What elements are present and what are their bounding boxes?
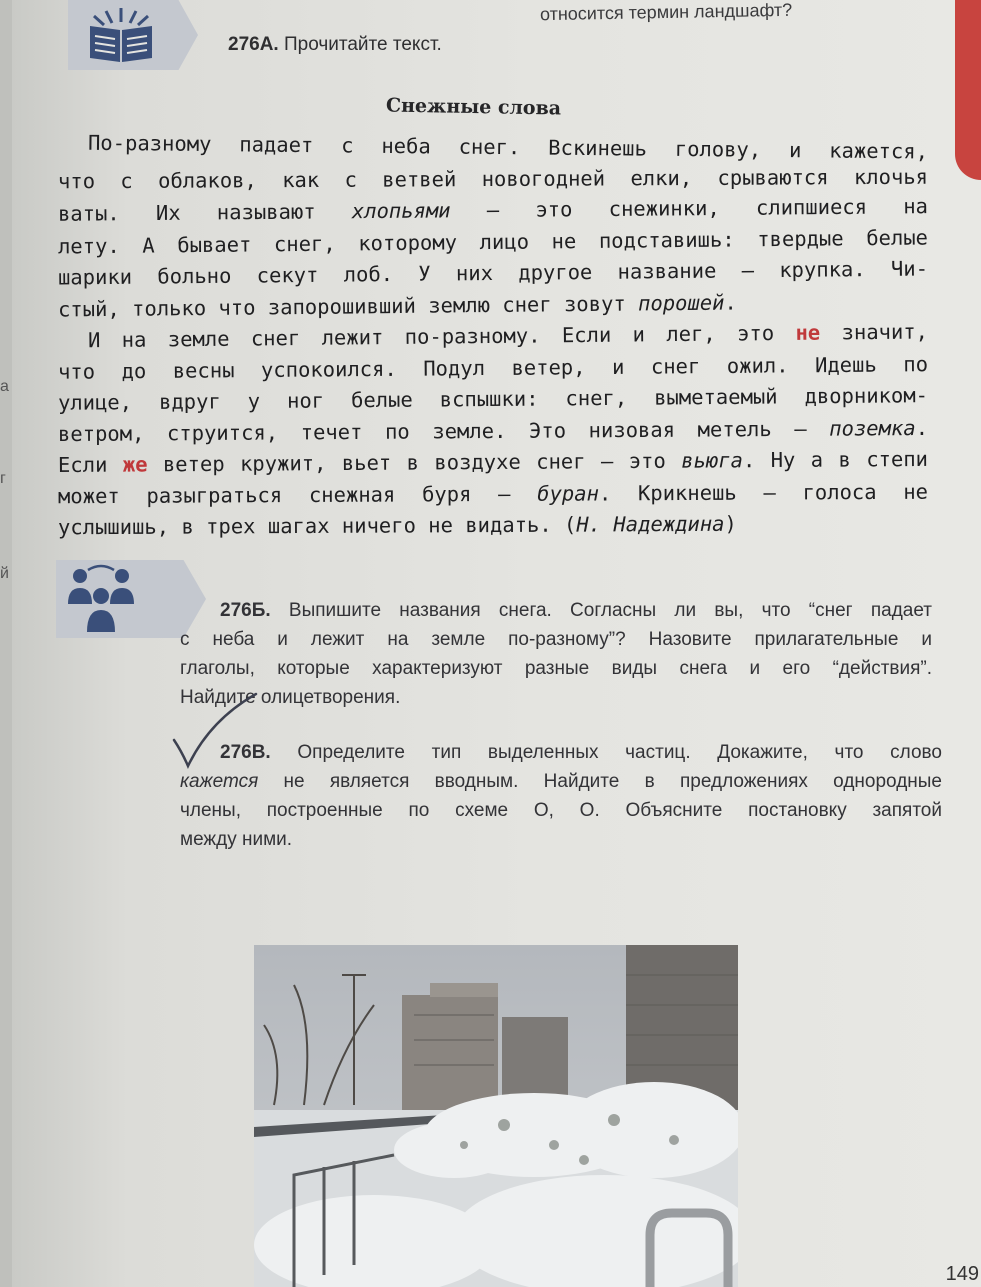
group-people-icon [66, 562, 136, 634]
previous-question-tail: относится термин ландшафт? [539, 0, 793, 25]
particle-zhe: же [122, 452, 148, 477]
text-line: И на земле снег лежит по-разному. Если и лег, это не значит, [87, 319, 929, 353]
margin-mark: й [0, 565, 9, 582]
winter-city-photo [254, 945, 738, 1287]
task-line: члены, построенные по схеме О, О. Объясните постановку запятой [180, 800, 942, 821]
text-line: лету. А бывает снег, которому лицо не подставишь: твердые белые [57, 224, 929, 259]
task-number: 276А. [228, 34, 279, 55]
task-276c [180, 738, 942, 854]
text-line: стый, только что запорошивший землю снег зовут порошей. [57, 289, 737, 322]
task-276a-heading [228, 34, 442, 56]
task-line: между ними. [180, 829, 293, 850]
task-number: 276Б. [220, 600, 271, 621]
task-line [180, 596, 932, 625]
text-line: Если же ветер кружит, вьет в воздухе снег — это вьюга. Ну а в степи [57, 446, 929, 478]
text-line: ветром, струится, течет по земле. Это низовая метель — поземка. [57, 415, 929, 446]
text-line: ваты. Их называют хлопьями — это снежинки, слипшиеся на [57, 194, 929, 226]
task-line: с неба и лежит на земле по-разному”? Назовите прилагательные и [180, 629, 932, 650]
text-line: услышишь, в трех шагах ничего не видать. (Н. Надеждина) [57, 511, 737, 540]
text-line: По-разному падает с неба снег. Вскинешь голову, и кажется, [87, 130, 929, 164]
margin-mark: а [0, 378, 9, 395]
text-line: что с облаков, как с ветвей новогодней елки, срываются клочья [57, 164, 929, 193]
task-number: 276В. [220, 742, 271, 763]
page-number: 149 [945, 1263, 979, 1285]
task-line: Найдите олицетворения. [180, 687, 401, 708]
text-line: что до весны успокоился. Подул ветер, и снег ожил. Идешь по [57, 351, 929, 384]
text-line: может разыграться снежная буря — буран. Крикнешь — голоса не [57, 479, 929, 508]
task-276b [180, 596, 932, 712]
task-text: Определите тип выделенных частиц. Докажите, что слово [297, 742, 942, 763]
task-line: кажется не является вводным. Найдите в предложениях однородные [180, 771, 942, 792]
text-title: Снежные слова [385, 94, 562, 120]
task-line: глаголы, которые характеризуют разные виды снега и его “действия”. [180, 658, 932, 679]
text-line: улице, вдруг у ног белые вспышки: снег, выметаемый дворником- [57, 383, 929, 415]
task-instruction: Прочитайте текст. [283, 34, 442, 55]
task-line [180, 738, 942, 767]
red-bookmark-tab [955, 0, 981, 180]
particle-ne: не [795, 320, 821, 345]
reading-text [58, 132, 928, 542]
text-line: шарики больно секут лоб. У них другое название — крупка. Чи- [57, 256, 929, 290]
task-text: Выпишите названия снега. Согласны ли вы, что “снег падает [288, 600, 932, 621]
open-book-icon [84, 4, 158, 64]
margin-mark: г [0, 470, 6, 487]
